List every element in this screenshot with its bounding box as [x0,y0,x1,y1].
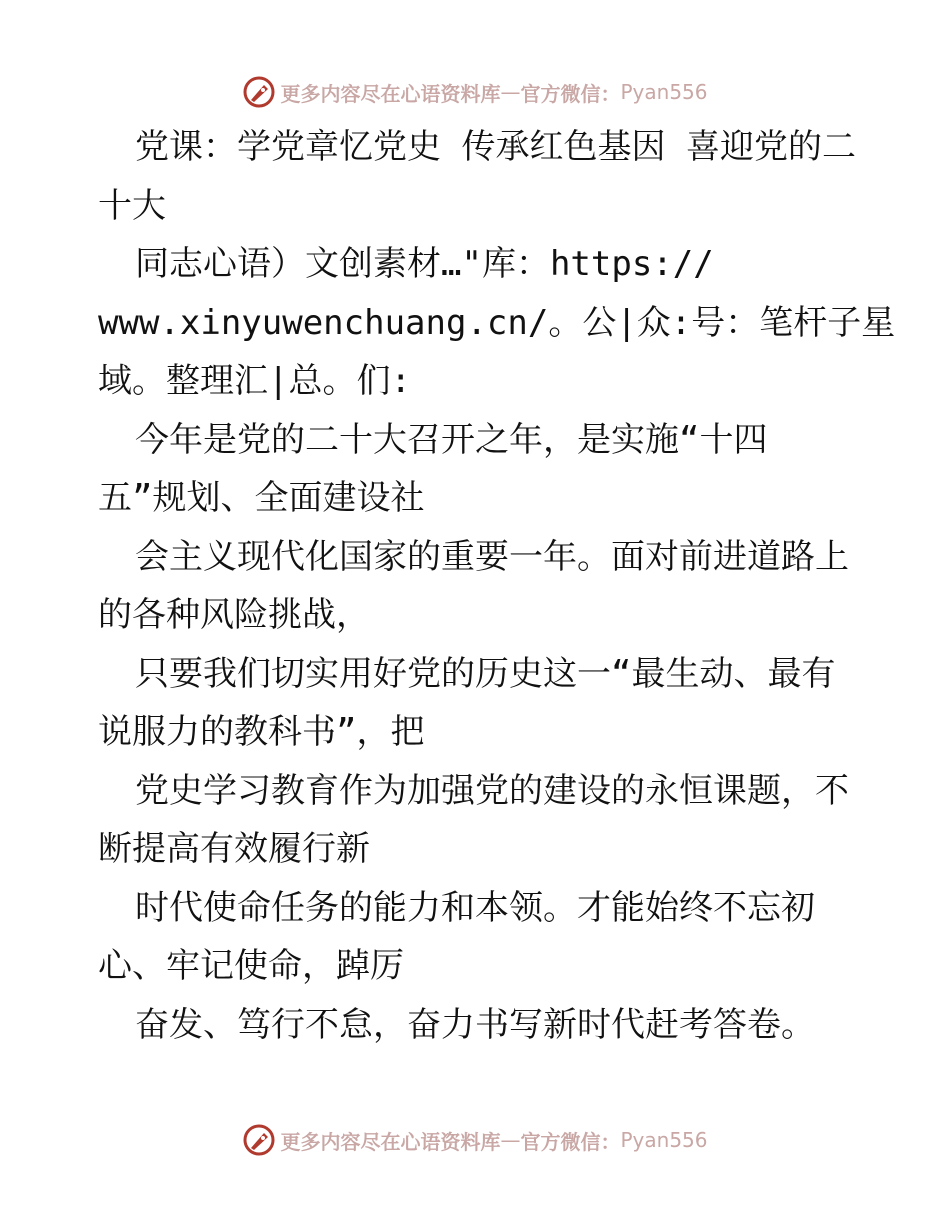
text-line: 的各种风险挑战， [98,595,370,635]
text-line: 今年是党的二十大召开之年，是实施“十四 [135,419,768,460]
footer-watermark-banner [0,1120,950,1160]
banner-separator: — [500,1128,521,1152]
text-line: 断提高有效履行新 [98,829,370,869]
text-line: 时代使命任务的能力和本领。才能始终不忘初 [135,887,815,928]
text-line: 域。整理汇|总。们: [98,361,411,401]
text-line: 党史学习教育作为加强党的建设的永恒课题，不 [135,770,849,811]
header-watermark-banner [0,72,950,112]
banner-site-text: 更多内容尽在心语资料库 [280,81,501,106]
text-line: 只要我们切实用好党的历史这一“最生动、最有 [135,653,836,694]
text-line: 说服力的教科书”，把 [98,712,425,752]
document-body [98,118,896,1054]
text-line: 同志心语）文创素材…"库：https:// [135,244,714,284]
banner-site-text: 更多内容尽在心语资料库 [280,1129,501,1154]
pen-nib-logo-icon [242,75,276,109]
text-line: 奋发、笃行不怠，奋力书写新时代赶考答卷。 [135,1004,815,1045]
text-line: www.xinyuwenchuang.cn/。公|众:号：笔杆子星 [98,302,896,343]
text-line: 十大 [98,185,166,226]
banner-wechat-id: Pyan556 [620,1128,708,1152]
pen-nib-logo-icon [242,1123,276,1157]
banner-wechat-label: 官方微信： [520,81,621,106]
text-line: 会主义现代化国家的重要一年。面对前进道路上 [135,536,849,577]
banner-separator: — [500,80,521,104]
text-line: 心、牢记使命，踔厉 [98,946,404,986]
banner-wechat-id: Pyan556 [620,80,708,104]
text-line: 党课：学党章忆党史 传承红色基因 喜迎党的二 [135,127,856,167]
banner-wechat-label: 官方微信： [520,1129,621,1154]
text-line: 五”规划、全面建设社 [98,478,425,518]
